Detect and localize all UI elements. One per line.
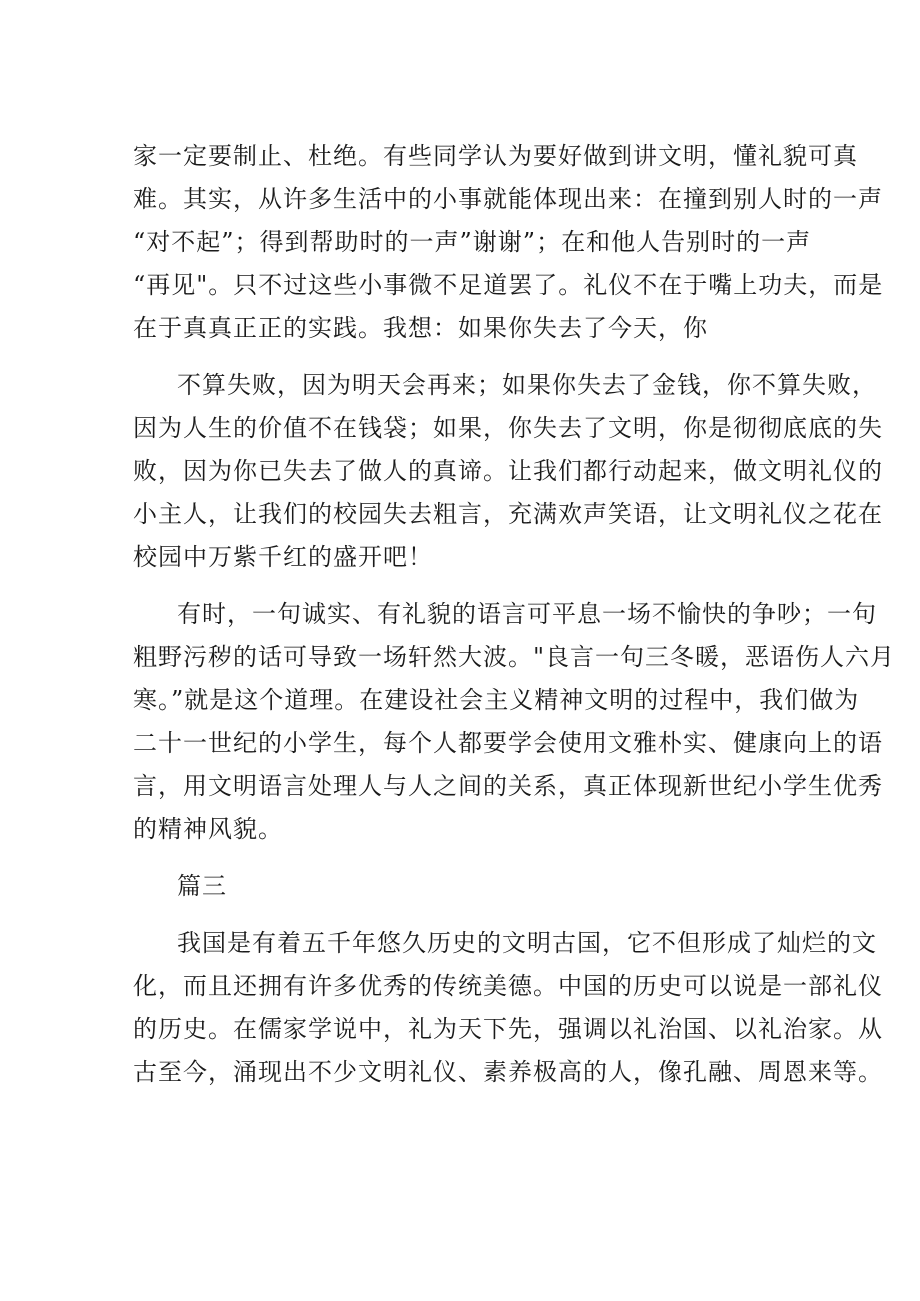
text-line: 古至今，涌现出不少文明礼仪、素养极高的人，像孔融、周恩来等。 bbox=[133, 1058, 883, 1086]
text-line: 在于真真正正的实践。我想：如果你失去了今天，你 bbox=[133, 314, 708, 342]
section-heading bbox=[133, 865, 793, 908]
paragraph-4 bbox=[133, 922, 883, 1094]
text-line: 难。其实，从许多生活中的小事就能体现出来：在撞到别人时的一声 bbox=[133, 185, 883, 213]
paragraph-spacer bbox=[133, 908, 793, 922]
text-line: 小主人，让我们的校园失去粗言，充满欢声笑语，让文明礼仪之花在 bbox=[133, 500, 883, 528]
text-line: 言，用文明语言处理人与人之间的关系，真正体现新世纪小学生优秀 bbox=[133, 772, 883, 800]
text-line: 的历史。在儒家学说中，礼为天下先，强调以礼治国、以礼治家。从 bbox=[133, 1015, 883, 1043]
text-line: 家一定要制止、杜绝。有些同学认为要好做到讲文明，懂礼貌可真 bbox=[133, 142, 858, 170]
text-line: 化，而且还拥有许多优秀的传统美德。中国的历史可以说是一部礼仪 bbox=[133, 972, 883, 1000]
document-body bbox=[133, 135, 896, 1094]
paragraph-3 bbox=[133, 593, 896, 851]
text-line: 不算失败，因为明天会再来；如果你失去了金钱，你不算失败， bbox=[177, 371, 877, 399]
text-line: 因为人生的价值不在钱袋；如果，你失去了文明，你是彻彻底底的失 bbox=[133, 414, 883, 442]
text-line: 的精神风貌。 bbox=[133, 815, 283, 843]
paragraph-2 bbox=[133, 364, 883, 579]
paragraph-1 bbox=[133, 135, 884, 350]
paragraph-spacer bbox=[133, 851, 793, 865]
text-line: “对不起”；得到帮助时的一声”谢谢”；在和他人告别时的一声 bbox=[133, 228, 812, 256]
section-title: 篇三 bbox=[177, 872, 227, 900]
text-line: 校园中万紫千红的盛开吧！ bbox=[133, 543, 433, 571]
text-line: 我国是有着五千年悠久历史的文明古国，它不但形成了灿烂的文 bbox=[177, 929, 877, 957]
paragraph-spacer bbox=[133, 579, 793, 593]
text-line: 粗野污秽的话可导致一场轩然大波。"良言一句三冬暖，恶语伤人六月 bbox=[133, 643, 896, 671]
text-line: “再见"。只不过这些小事微不足道罢了。礼仪不在于嘴上功夫，而是 bbox=[133, 271, 884, 299]
paragraph-spacer bbox=[133, 350, 793, 364]
text-line: 败，因为你已失去了做人的真谛。让我们都行动起来，做文明礼仪的 bbox=[133, 457, 883, 485]
text-line: 寒。”就是这个道理。在建设社会主义精神文明的过程中，我们做为 bbox=[133, 686, 860, 714]
text-line: 有时，一句诚实、有礼貌的语言可平息一场不愉快的争吵；一句 bbox=[177, 600, 877, 628]
text-line: 二十一世纪的小学生，每个人都要学会使用文雅朴实、健康向上的语 bbox=[133, 729, 883, 757]
